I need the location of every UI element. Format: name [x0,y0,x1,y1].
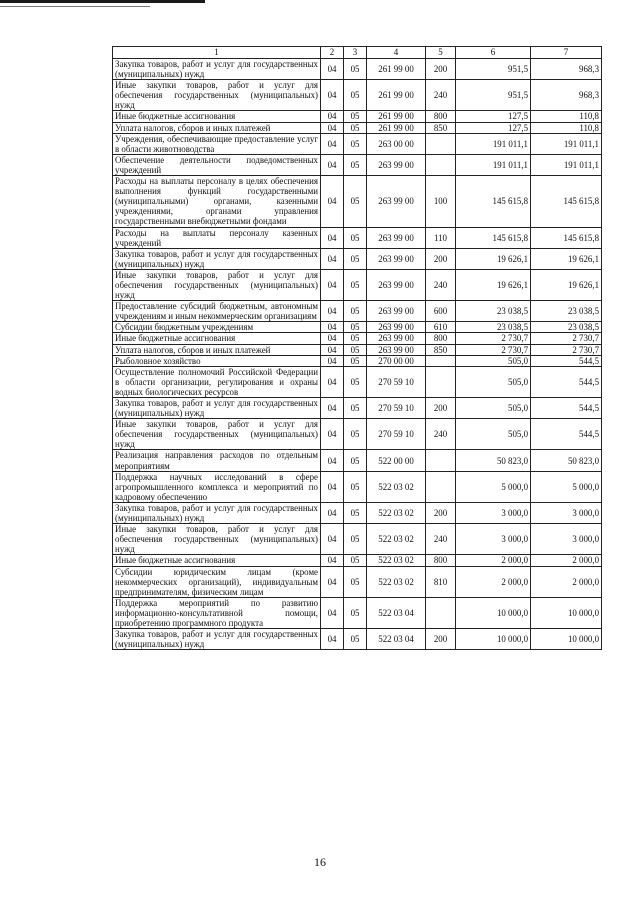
amount-year-1: 505,0 [456,366,531,397]
section-code: 04 [321,176,344,227]
target-article-code: 263 99 00 [367,248,426,269]
row-description: Иные бюджетные ассигнования [113,111,321,122]
amount-year-2: 191 011,1 [531,133,602,154]
budget-table [112,46,602,650]
section-code: 04 [321,450,344,471]
subsection-code: 05 [344,301,367,322]
subsection-code: 05 [344,322,367,333]
expense-type-code: 200 [426,398,456,419]
row-description: Иные бюджетные ассигнования [113,333,321,344]
table-row [113,227,602,248]
section-code: 04 [321,555,344,566]
table-row [113,176,602,227]
amount-year-2: 2 730,7 [531,333,602,344]
header-cell-6: 6 [456,47,531,59]
section-code: 04 [321,59,344,80]
expense-type-code [426,366,456,397]
target-article-code: 261 99 00 [367,122,426,133]
amount-year-2: 544,5 [531,355,602,366]
table-row [113,398,602,419]
expense-type-code [426,471,456,502]
table-row [113,629,602,650]
amount-year-1: 19 626,1 [456,269,531,300]
target-article-code: 261 99 00 [367,59,426,80]
section-code: 04 [321,333,344,344]
amount-year-1: 19 626,1 [456,248,531,269]
subsection-code: 05 [344,502,367,523]
subsection-code: 05 [344,176,367,227]
target-article-code: 270 00 00 [367,355,426,366]
expense-type-code [426,133,456,154]
subsection-code: 05 [344,59,367,80]
amount-year-1: 191 011,1 [456,133,531,154]
subsection-code: 05 [344,450,367,471]
target-article-code: 522 03 02 [367,555,426,566]
table-row [113,333,602,344]
header-cell-1: 1 [113,47,321,59]
expense-type-code: 200 [426,502,456,523]
expense-type-code [426,450,456,471]
target-article-code: 261 99 00 [367,111,426,122]
amount-year-2: 544,5 [531,419,602,450]
subsection-code: 05 [344,344,367,355]
amount-year-1: 2 730,7 [456,333,531,344]
row-description: Поддержка научных исследований в сфере агропромышленного комплекса и мероприятий по кадровому обеспечению [113,471,321,502]
amount-year-1: 3 000,0 [456,502,531,523]
table-row [113,248,602,269]
subsection-code: 05 [344,566,367,597]
table-row [113,301,602,322]
row-description: Учреждения, обеспечивающие предоставление услуг в области животноводства [113,133,321,154]
expense-type-code: 240 [426,419,456,450]
row-description: Расходы на выплаты персоналу казенных учреждений [113,227,321,248]
target-article-code: 263 99 00 [367,301,426,322]
amount-year-2: 110,8 [531,111,602,122]
page-number: 16 [314,855,326,869]
table-row [113,322,602,333]
row-description: Уплата налогов, сборов и иных платежей [113,344,321,355]
amount-year-2: 2 730,7 [531,344,602,355]
amount-year-1: 505,0 [456,419,531,450]
row-description: Иные бюджетные ассигнования [113,555,321,566]
expense-type-code: 810 [426,566,456,597]
amount-year-2: 19 626,1 [531,248,602,269]
row-description: Закупка товаров, работ и услуг для государственных (муниципальных) нужд [113,398,321,419]
table-row [113,524,602,555]
row-description: Осуществление полномочий Российской Федерации в области организации, регулирования и охраны водных биологических ресурсов [113,366,321,397]
amount-year-1: 951,5 [456,59,531,80]
target-article-code: 263 99 00 [367,176,426,227]
header-cell-4: 4 [367,47,426,59]
expense-type-code: 800 [426,111,456,122]
target-article-code: 270 59 10 [367,366,426,397]
target-article-code: 263 99 00 [367,322,426,333]
subsection-code: 05 [344,154,367,175]
amount-year-2: 2 000,0 [531,555,602,566]
amount-year-2: 5 000,0 [531,471,602,502]
target-article-code: 263 00 00 [367,133,426,154]
table-row [113,419,602,450]
target-article-code: 263 99 00 [367,227,426,248]
section-code: 04 [321,597,344,628]
amount-year-2: 23 038,5 [531,301,602,322]
expense-type-code: 200 [426,59,456,80]
expense-type-code: 240 [426,80,456,111]
expense-type-code: 850 [426,122,456,133]
table-row [113,597,602,628]
section-code: 04 [321,502,344,523]
table-row [113,111,602,122]
table-row [113,80,602,111]
target-article-code: 263 99 00 [367,269,426,300]
row-description: Субсидии юридическим лицам (кроме некоммерческих организаций), индивидуальным предпринимателям, физическим лицам [113,566,321,597]
expense-type-code: 800 [426,333,456,344]
target-article-code: 261 99 00 [367,80,426,111]
target-article-code: 263 99 00 [367,333,426,344]
row-description: Субсидии бюджетным учреждениям [113,322,321,333]
amount-year-2: 19 626,1 [531,269,602,300]
table-row [113,566,602,597]
subsection-code: 05 [344,269,367,300]
subsection-code: 05 [344,333,367,344]
amount-year-1: 23 038,5 [456,301,531,322]
expense-type-code: 200 [426,629,456,650]
section-code: 04 [321,111,344,122]
table-row [113,555,602,566]
section-code: 04 [321,355,344,366]
section-code: 04 [321,398,344,419]
section-code: 04 [321,524,344,555]
table-row [113,344,602,355]
table-row [113,471,602,502]
amount-year-1: 505,0 [456,355,531,366]
table-row [113,269,602,300]
amount-year-1: 10 000,0 [456,629,531,650]
subsection-code: 05 [344,133,367,154]
amount-year-2: 50 823,0 [531,450,602,471]
section-code: 04 [321,133,344,154]
section-code: 04 [321,419,344,450]
amount-year-1: 145 615,8 [456,176,531,227]
table-row [113,450,602,471]
target-article-code: 522 03 02 [367,566,426,597]
expense-type-code: 200 [426,248,456,269]
row-description: Иные закупки товаров, работ и услуг для обеспечения государственных (муниципальных) нужд [113,269,321,300]
amount-year-2: 968,3 [531,80,602,111]
amount-year-2: 2 000,0 [531,566,602,597]
target-article-code: 522 03 02 [367,524,426,555]
section-code: 04 [321,344,344,355]
table-header-row [113,47,602,59]
amount-year-1: 10 000,0 [456,597,531,628]
row-description: Закупка товаров, работ и услуг для государственных (муниципальных) нужд [113,502,321,523]
header-cell-5: 5 [426,47,456,59]
subsection-code: 05 [344,555,367,566]
table-row [113,366,602,397]
target-article-code: 263 99 00 [367,344,426,355]
subsection-code: 05 [344,227,367,248]
amount-year-1: 50 823,0 [456,450,531,471]
expense-type-code: 850 [426,344,456,355]
header-cell-7: 7 [531,47,602,59]
section-code: 04 [321,248,344,269]
table-row [113,133,602,154]
amount-year-1: 505,0 [456,398,531,419]
expense-type-code: 240 [426,269,456,300]
amount-year-2: 3 000,0 [531,502,602,523]
amount-year-2: 145 615,8 [531,227,602,248]
header-rule [0,0,205,3]
expense-type-code: 610 [426,322,456,333]
section-code: 04 [321,471,344,502]
subsection-code: 05 [344,471,367,502]
amount-year-2: 544,5 [531,366,602,397]
row-description: Поддержка мероприятий по развитию информационно-консультативной помощи, приобретению программного продукта [113,597,321,628]
subsection-code: 05 [344,419,367,450]
amount-year-1: 127,5 [456,111,531,122]
amount-year-1: 145 615,8 [456,227,531,248]
amount-year-1: 23 038,5 [456,322,531,333]
row-description: Реализация направления расходов по отдельным мероприятиям [113,450,321,471]
target-article-code: 263 99 00 [367,154,426,175]
table-row [113,122,602,133]
target-article-code: 270 59 10 [367,398,426,419]
subsection-code: 05 [344,524,367,555]
amount-year-2: 544,5 [531,398,602,419]
section-code: 04 [321,629,344,650]
subsection-code: 05 [344,111,367,122]
target-article-code: 522 03 02 [367,471,426,502]
target-article-code: 522 03 04 [367,597,426,628]
table-body [113,47,602,650]
row-description: Уплата налогов, сборов и иных платежей [113,122,321,133]
amount-year-1: 3 000,0 [456,524,531,555]
subsection-code: 05 [344,355,367,366]
amount-year-2: 23 038,5 [531,322,602,333]
expense-type-code [426,597,456,628]
amount-year-1: 2 730,7 [456,344,531,355]
expense-type-code: 600 [426,301,456,322]
amount-year-2: 191 011,1 [531,154,602,175]
table-row [113,355,602,366]
target-article-code: 522 03 04 [367,629,426,650]
header-cell-3: 3 [344,47,367,59]
amount-year-1: 127,5 [456,122,531,133]
subsection-code: 05 [344,366,367,397]
row-description: Предоставление субсидий бюджетным, автономным учреждениям и иным некоммерческим организациям [113,301,321,322]
table-row [113,154,602,175]
expense-type-code: 240 [426,524,456,555]
expense-type-code: 100 [426,176,456,227]
amount-year-2: 3 000,0 [531,524,602,555]
subsection-code: 05 [344,80,367,111]
subsection-code: 05 [344,629,367,650]
section-code: 04 [321,366,344,397]
expense-type-code: 800 [426,555,456,566]
row-description: Расходы на выплаты персоналу в целях обеспечения выполнения функций государственными (муниципальными) органами, казенными учреждениями, органами управления государственными внебюджетными фондами [113,176,321,227]
section-code: 04 [321,301,344,322]
table-row [113,502,602,523]
amount-year-1: 951,5 [456,80,531,111]
subsection-code: 05 [344,248,367,269]
amount-year-2: 968,3 [531,59,602,80]
expense-type-code [426,154,456,175]
section-code: 04 [321,80,344,111]
target-article-code: 522 03 02 [367,502,426,523]
section-code: 04 [321,322,344,333]
row-description: Иные закупки товаров, работ и услуг для обеспечения государственных (муниципальных) нужд [113,524,321,555]
section-code: 04 [321,122,344,133]
row-description: Рыболовное хозяйство [113,355,321,366]
target-article-code: 522 00 00 [367,450,426,471]
amount-year-1: 2 000,0 [456,555,531,566]
section-code: 04 [321,227,344,248]
amount-year-1: 2 000,0 [456,566,531,597]
row-description: Иные закупки товаров, работ и услуг для обеспечения государственных (муниципальных) нужд [113,80,321,111]
amount-year-2: 110,8 [531,122,602,133]
section-code: 04 [321,566,344,597]
row-description: Закупка товаров, работ и услуг для государственных (муниципальных) нужд [113,248,321,269]
subsection-code: 05 [344,122,367,133]
header-cell-2: 2 [321,47,344,59]
amount-year-2: 145 615,8 [531,176,602,227]
section-code: 04 [321,269,344,300]
row-description: Обеспечение деятельности подведомственных учреждений [113,154,321,175]
row-description: Закупка товаров, работ и услуг для государственных (муниципальных) нужд [113,59,321,80]
section-code: 04 [321,154,344,175]
row-description: Закупка товаров, работ и услуг для государственных (муниципальных) нужд [113,629,321,650]
subsection-code: 05 [344,597,367,628]
amount-year-2: 10 000,0 [531,597,602,628]
target-article-code: 270 59 10 [367,419,426,450]
row-description: Иные закупки товаров, работ и услуг для обеспечения государственных (муниципальных) нужд [113,419,321,450]
expense-type-code [426,355,456,366]
amount-year-1: 191 011,1 [456,154,531,175]
expense-type-code: 110 [426,227,456,248]
amount-year-1: 5 000,0 [456,471,531,502]
table-row [113,59,602,80]
header-rule-thin [0,6,150,7]
amount-year-2: 10 000,0 [531,629,602,650]
subsection-code: 05 [344,398,367,419]
